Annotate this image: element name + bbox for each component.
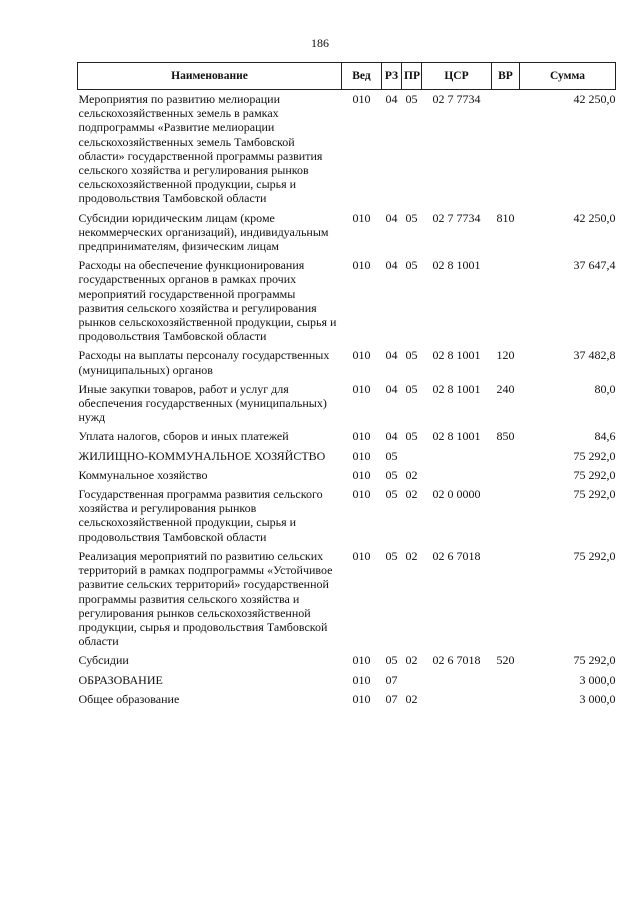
- cell-sum: 75 292,0: [573, 467, 616, 482]
- cell-pr: 05: [405, 92, 418, 106]
- table-row: [78, 256, 616, 346]
- cell-name: Расходы на выплаты персоналу государственных (муниципальных) органов: [78, 348, 330, 377]
- cell-pr: 05: [405, 210, 418, 225]
- cell-csr: [422, 466, 492, 485]
- cell-rz: 04: [385, 258, 398, 273]
- table-row: [78, 671, 616, 690]
- table-body: [78, 90, 616, 709]
- header-csr: ЦСР: [422, 63, 492, 90]
- header-vr: ВР: [492, 63, 520, 90]
- cell-rz: 04: [385, 348, 398, 363]
- cell-csr: 02 7 7734: [432, 210, 481, 225]
- cell-pr: 02: [405, 653, 418, 668]
- cell-name: Мероприятия по развитию мелиорации сельскохозяйственных земель в рамках подпрограммы «Развитие мелиорации сельскохозяйственных земель Тамбовской области» государственной программы развития сельского хозяйства и регулирования рынков сельскохозяйственной продукции, сырья и продовольствия Тамбовской области: [78, 92, 323, 206]
- cell-vr: 810: [496, 210, 515, 225]
- cell-pr: [402, 671, 422, 690]
- cell-name: Коммунальное хозяйство: [78, 467, 208, 482]
- cell-ved: 010: [352, 487, 371, 502]
- cell-csr: 02 8 1001: [432, 429, 481, 444]
- page-number: 186: [311, 36, 329, 50]
- table-row: [78, 427, 616, 446]
- table-row: [78, 209, 616, 257]
- cell-ved: 010: [352, 429, 371, 444]
- cell-rz: 05: [385, 467, 398, 482]
- cell-vr: [492, 485, 520, 547]
- table-row: [78, 690, 616, 709]
- cell-sum: 37 482,8: [573, 348, 616, 363]
- cell-vr: 120: [496, 348, 515, 363]
- cell-rz: 07: [385, 691, 398, 706]
- cell-vr: [492, 690, 520, 709]
- cell-name: Субсидии юридическим лицам (кроме некоммерческих организаций), индивидуальным предпринимателям, физическим лицам: [78, 210, 329, 254]
- cell-csr: [422, 447, 492, 466]
- table-row: [78, 485, 616, 547]
- cell-csr: 02 8 1001: [432, 258, 481, 273]
- cell-pr: 05: [405, 258, 418, 273]
- cell-pr: 05: [405, 429, 418, 444]
- cell-name: Иные закупки товаров, работ и услуг для обеспечения государственных (муниципальных) нужд: [78, 381, 327, 425]
- table-row: [78, 380, 616, 428]
- table-row: [78, 90, 616, 209]
- cell-ved: 010: [352, 92, 371, 106]
- cell-ved: 010: [352, 467, 371, 482]
- cell-csr: 02 0 0000: [432, 487, 481, 502]
- cell-sum: 42 250,0: [573, 92, 616, 106]
- cell-name: Уплата налогов, сборов и иных платежей: [78, 429, 289, 444]
- table-row: [78, 466, 616, 485]
- cell-csr: [422, 671, 492, 690]
- cell-csr: 02 7 7734: [432, 92, 481, 106]
- cell-sum: 75 292,0: [573, 653, 616, 668]
- cell-pr: 05: [405, 381, 418, 396]
- cell-rz: 04: [385, 92, 398, 106]
- cell-vr: [492, 256, 520, 346]
- cell-vr: [492, 466, 520, 485]
- table-header-row: [78, 63, 616, 90]
- cell-ved: 010: [352, 210, 371, 225]
- cell-name: ОБРАЗОВАНИЕ: [78, 672, 163, 687]
- cell-sum: 3 000,0: [579, 672, 616, 687]
- cell-pr: 02: [405, 487, 418, 502]
- cell-rz: 05: [385, 548, 398, 563]
- cell-ved: 010: [352, 448, 371, 463]
- table-row: [78, 547, 616, 651]
- header-ved: Вед: [342, 63, 382, 90]
- cell-vr: 850: [496, 429, 515, 444]
- cell-csr: 02 6 7018: [432, 653, 481, 668]
- cell-name: Реализация мероприятий по развитию сельских территорий в рамках подпрограммы «Устойчивое развитие сельских территорий» государственной программы развития сельского хозяйства и регулирования рынков сельскохозяйственной продукции, сырья и продовольствия Тамбовской области: [78, 548, 333, 649]
- cell-sum: 75 292,0: [573, 487, 616, 502]
- cell-pr: 02: [405, 467, 418, 482]
- header-name: Наименование: [78, 63, 342, 90]
- cell-ved: 010: [352, 672, 371, 687]
- cell-vr: 520: [496, 653, 515, 668]
- table-row: [78, 447, 616, 466]
- cell-vr: [492, 447, 520, 466]
- cell-rz: 07: [385, 672, 398, 687]
- cell-rz: 04: [385, 210, 398, 225]
- cell-vr: [492, 547, 520, 651]
- cell-sum: 80,0: [594, 381, 616, 396]
- cell-sum: 37 647,4: [573, 258, 616, 273]
- cell-name: ЖИЛИЩНО-КОММУНАЛЬНОЕ ХОЗЯЙСТВО: [78, 448, 326, 463]
- cell-ved: 010: [352, 258, 371, 273]
- cell-sum: 75 292,0: [573, 448, 616, 463]
- cell-csr: 02 6 7018: [432, 548, 481, 563]
- cell-ved: 010: [352, 691, 371, 706]
- cell-csr: 02 8 1001: [432, 348, 481, 363]
- cell-rz: 04: [385, 429, 398, 444]
- cell-name: Расходы на обеспечение функционирования государственных органов в рамках прочих мероприятий государственной программы развития сельского хозяйства и регулирования рынков сельскохозяйственной продукции, сырья и продовольствия Тамбовской области: [78, 258, 337, 344]
- cell-sum: 42 250,0: [573, 210, 616, 225]
- cell-ved: 010: [352, 548, 371, 563]
- cell-vr: [492, 90, 520, 209]
- cell-ved: 010: [352, 348, 371, 363]
- cell-rz: 05: [385, 448, 398, 463]
- cell-sum: 84,6: [594, 429, 616, 444]
- cell-pr: 05: [405, 348, 418, 363]
- cell-csr: [422, 690, 492, 709]
- cell-pr: [402, 447, 422, 466]
- cell-csr: 02 8 1001: [432, 381, 481, 396]
- budget-table: [77, 62, 616, 709]
- cell-rz: 05: [385, 487, 398, 502]
- cell-ved: 010: [352, 381, 371, 396]
- cell-pr: 02: [405, 548, 418, 563]
- cell-sum: 3 000,0: [579, 691, 616, 706]
- cell-vr: 240: [496, 381, 515, 396]
- table-row: [78, 651, 616, 670]
- cell-vr: [492, 671, 520, 690]
- cell-rz: 05: [385, 653, 398, 668]
- cell-name: Субсидии: [78, 653, 129, 668]
- header-rz: РЗ: [382, 63, 402, 90]
- cell-sum: 75 292,0: [573, 548, 616, 563]
- cell-ved: 010: [352, 653, 371, 668]
- cell-name: Общее образование: [78, 691, 180, 706]
- header-pr: ПР: [402, 63, 422, 90]
- cell-pr: 02: [405, 691, 418, 706]
- header-sum: Сумма: [520, 63, 616, 90]
- table-row: [78, 346, 616, 379]
- cell-rz: 04: [385, 381, 398, 396]
- cell-name: Государственная программа развития сельского хозяйства и регулирования рынков сельскохозяйственной продукции, сырья и продовольствия Тамбовской области: [78, 487, 323, 544]
